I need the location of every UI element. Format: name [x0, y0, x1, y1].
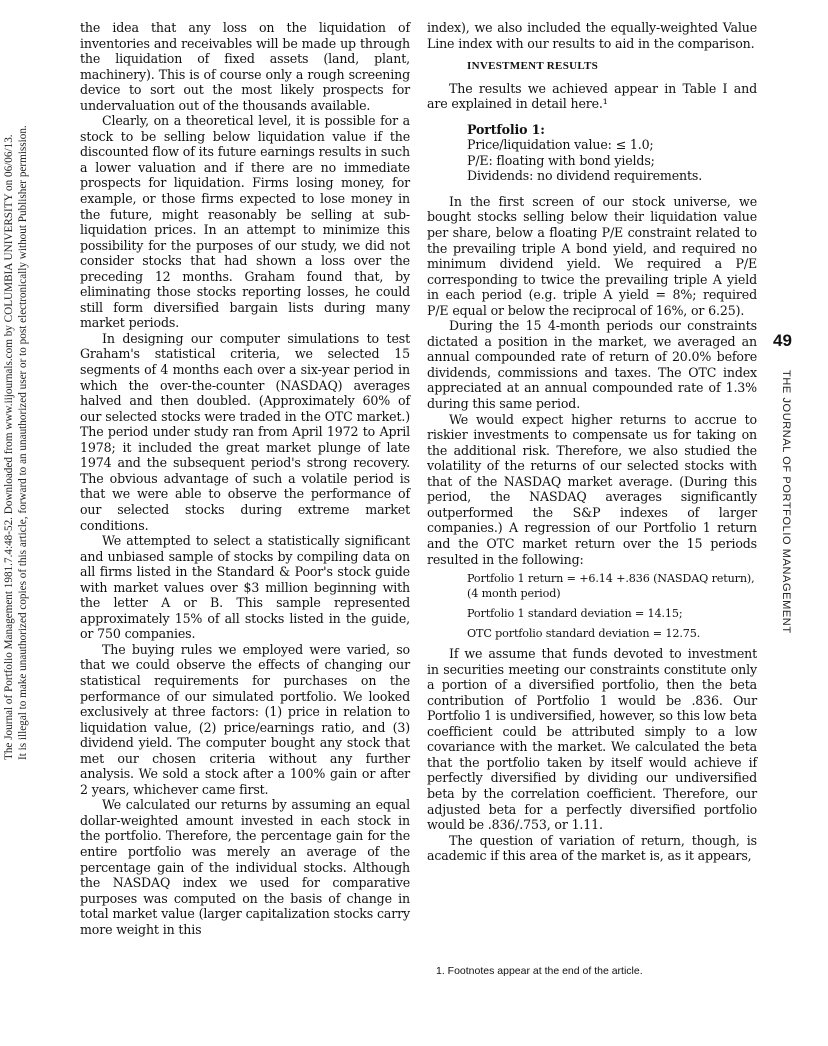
portfolio-criteria	[467, 122, 757, 184]
paragraph: We would expect higher returns to accrue to riskier investments to compensate us for taking on the additional risk. Therefore, we also studied the volatility of the returns of our selected stocks with that of the NASDAQ market average. (During this period, the NASDAQ averages significantly outperformed the S&P indexes of larger companies.) A regression of our Portfolio 1 return and the OTC market return over the 15 periods resulted in the following:	[427, 411, 757, 567]
criteria-line: P/E: floating with bond yields;	[467, 152, 655, 168]
left-column	[80, 20, 410, 937]
download-notice	[2, 120, 42, 760]
criteria-line: Dividends: no dividend requirements.	[467, 168, 703, 184]
paragraph: We calculated our returns by assuming an equal dollar-weighted amount invested in each stock in the portfolio. Therefore, the percentage gain for the entire portfolio was merely an average of the percentage gain of the individual stocks. Although the NASDAQ index we used for comparative purposes was computed on the basis of change in total market value (larger capitalization stocks carry more weight in this	[80, 797, 410, 937]
equation-line: (4 month period)	[467, 587, 561, 601]
section-heading: INVESTMENT RESULTS	[467, 60, 599, 73]
page-number: 49	[773, 331, 792, 350]
paragraph: the idea that any loss on the liquidation of inventories and receivables will be made up through the liquidation of fixed assets (land, plant, machinery). This is of course only a rough screening device to sort out the most likely prospects for undervaluation out of the thousands available.	[80, 20, 410, 113]
paragraph: In the first screen of our stock universe, we bought stocks selling below their liquidation value per share, below a floating P/E constraint related to the prevailing triple A bond yield, and required no minimum dividend yield. We required a P/E corresponding to twice the prevailing triple A yield in each period (e.g. triple A yield = 8%; required P/E equal or below the reciprocal of 16%, or 6.25).	[427, 193, 757, 318]
paragraph: The results we achieved appear in Table I and are explained in detail here.¹	[427, 80, 757, 112]
footnote: 1. Footnotes appear at the end of the article.	[436, 965, 643, 977]
download-notice-line-1: The Journal of Portfolio Management 1981.7.4:48-52. Downloaded from www.iijournals.com by COLUMBIA UNIVERSITY on 06/06/13.	[3, 134, 15, 760]
paragraph: The buying rules we employed were varied, so that we could observe the effects of changing our statistical requirements for purchases on the performance of our simulated portfolio. We looked exclusively at three factors: (1) price in relation to liquidation value, (2) price/earnings ratio, and (3) dividend yield. The computer bought any stock that met our chosen criteria without any further analysis. We sold a stock after a 100% gain or after 2 years, whichever came first.	[80, 641, 410, 797]
paragraph: We attempted to select a statistically significant and unbiased sample of stocks by compiling data on all firms listed in the Standard & Poor's stock guide with market values over $3 million beginning with the letter A or B. This sample represented approximately 15% of all stocks listed in the guide, or 750 companies.	[80, 533, 410, 642]
criteria-line: Price/liquidation value: ≤ 1.0;	[467, 137, 654, 153]
paragraph: index), we also included the equally-weighted Value Line index with our results to aid in the comparison.	[427, 20, 757, 51]
paragraph: In designing our computer simulations to test Graham's statistical criteria, we selected 15 segments of 4 months each over a six-year period in which the over-the-counter (NASDAQ) averages halved and then doubled. (Approximately 60% of our selected stocks were traded in the OTC market.) The period under study ran from April 1972 to April 1978; it included the great market plunge of late 1974 and the subsequent period's strong recovery. The obvious advantage of such a volatile period is that we were able to observe the performance of our selected stocks during extreme market conditions.	[80, 330, 410, 533]
equation-line: Portfolio 1 return = +6.14 +.836 (NASDAQ return),	[467, 572, 755, 586]
paragraph: Clearly, on a theoretical level, it is possible for a stock to be selling below liquidation value if the discounted flow of its future earnings results in such a lower valuation and if there are no immediate prospects for liquidation. Firms losing money, for example, or those firms expected to lose money in the future, might reasonably be selling at sub-liquidation prices. In an attempt to minimize this possibility for the purposes of our study, we did not consider stocks that had shown a loss over the preceding 12 months. Graham found that, by eliminating those stocks reporting losses, he could still form diversified bargain lists during many market periods.	[80, 113, 410, 331]
regression-results	[467, 571, 757, 641]
paragraph: The question of variation of return, though, is academic if this area of the market is, as it appears,	[427, 832, 757, 864]
journal-title: THE JOURNAL OF PORTFOLIO MANAGEMENT	[780, 370, 792, 634]
equation-line: OTC portfolio standard deviation = 12.75.	[467, 627, 701, 641]
paragraph: During the 15 4-month periods our constraints dictated a position in the market, we averaged an annual compounded rate of return of 20.0% before dividends, commissions and taxes. The OTC index appreciated at an annual compounded rate of 1.3% during this same period.	[427, 318, 757, 412]
right-column	[427, 20, 757, 864]
portfolio-title: Portfolio 1:	[467, 121, 545, 137]
equation-line: Portfolio 1 standard deviation = 14.15;	[467, 607, 683, 621]
journal-title-vertical	[766, 370, 796, 660]
download-notice-line-2: It is illegal to make unauthorized copies of this article, forward to an unauthorized user or to post electronically without Publisher permission.	[17, 125, 29, 760]
paragraph: If we assume that funds devoted to investment in securities meeting our constraints constitute only a portion of a diversified portfolio, then the beta contribution of Portfolio 1 would be .836. Our Portfolio 1 is undiversified, however, so this low beta coefficient could be attributed simply to a low covariance with the market. We calculated the beta that the portfolio taken by itself would achieve if perfectly diversified by dividing our undiversified beta by the correlation coefficient. Therefore, our adjusted beta for a perfectly diversified portfolio would be .836/.753, or 1.11.	[427, 646, 757, 833]
